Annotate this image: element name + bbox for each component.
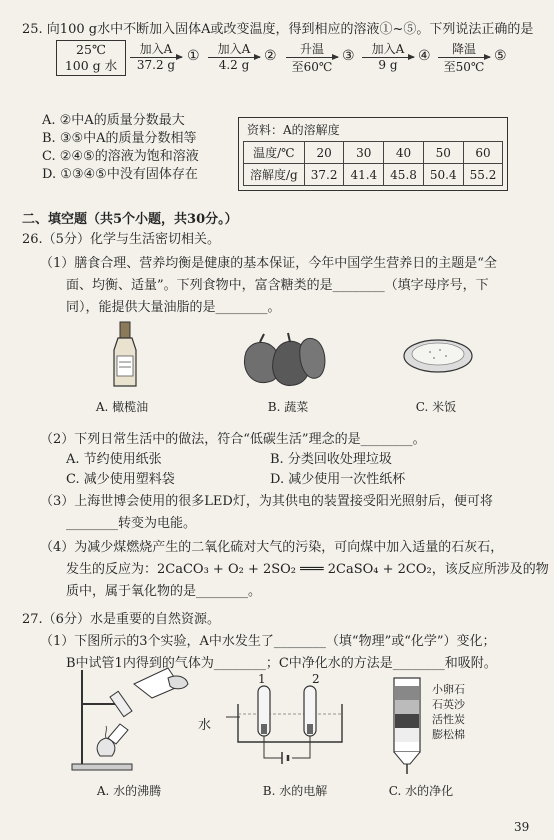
start-temp: 25℃ bbox=[76, 42, 106, 57]
step-arrow-1: 加入A 37.2 g bbox=[130, 40, 182, 72]
electrolysis-apparatus-icon bbox=[226, 684, 356, 780]
solubility-cell: 37.2 bbox=[304, 164, 344, 186]
tube-label-1: 1 bbox=[258, 672, 266, 686]
q25-start-box bbox=[56, 40, 126, 76]
q26-p4-line3: 质中，属于氧化物的是________。 bbox=[66, 584, 262, 599]
start-water: 100 g 水 bbox=[64, 58, 118, 73]
apparatus-caption-a: A. 水的沸腾 bbox=[96, 784, 162, 798]
q26-p1-line1: （1）膳食合理、营养均衡是健康的基本保证，今年中国学生营养日的主题是“全 bbox=[40, 256, 497, 271]
q27-p1-line2: B中试管1内得到的气体为________；C中净化水的方法是________和吸附。 bbox=[66, 656, 497, 671]
q25-option-b: B. ③⑤中A的质量分数相等 bbox=[42, 131, 197, 146]
q26-p2-opt-b: B. 分类回收处理垃圾 bbox=[270, 452, 392, 467]
step-result-5: ⑤ bbox=[494, 48, 507, 64]
rice-bowl-icon bbox=[402, 336, 474, 376]
filter-label-pebble: 小卵石 bbox=[432, 683, 465, 696]
solubility-cell: 55.2 bbox=[463, 164, 503, 186]
q26-p2-opt-a: A. 节约使用纸张 bbox=[66, 452, 162, 467]
q26-p1-line2: 面、均衡、适量”。下列食物中，富含糖类的是________（填字母序号，下 bbox=[66, 278, 489, 293]
section-title: 二、填空题（共5个小题，共30分。） bbox=[22, 212, 238, 227]
olive-oil-bottle-icon bbox=[108, 320, 142, 390]
q26-p2-opt-d: D. 减少使用一次性纸杯 bbox=[270, 472, 406, 487]
q26-p4-line1: （4）为减少煤燃烧产生的二氧化硫对大气的污染，可向煤中加入适量的石灰石， bbox=[40, 540, 504, 555]
temp-cell: 20 bbox=[304, 142, 344, 164]
row2-label: 溶解度/g bbox=[244, 164, 305, 186]
filter-label-carbon: 活性炭 bbox=[432, 713, 465, 726]
step-result-4: ④ bbox=[418, 48, 431, 64]
solubility-cell: 50.4 bbox=[423, 164, 463, 186]
step-arrow-5: 降温 至50℃ bbox=[438, 40, 490, 75]
step-arrow-4: 加入A 9 g bbox=[362, 40, 414, 72]
tube-label-2: 2 bbox=[312, 672, 320, 686]
filter-label-cotton: 膨松棉 bbox=[432, 728, 465, 741]
q25-options bbox=[42, 112, 199, 184]
solubility-cell: 41.4 bbox=[344, 164, 384, 186]
q25-option-a: A. ②中A的质量分数最大 bbox=[42, 113, 185, 128]
food-caption-c: C. 米饭 bbox=[415, 400, 457, 414]
boiling-apparatus-icon bbox=[62, 664, 202, 774]
vegetables-icon bbox=[238, 330, 328, 390]
apparatus-caption-b: B. 水的电解 bbox=[262, 784, 328, 798]
q25-option-d: D. ①③④⑤中没有固体存在 bbox=[42, 167, 198, 182]
q25-option-c: C. ②④⑤的溶液为饱和溶液 bbox=[42, 149, 199, 164]
filter-label-sand: 石英沙 bbox=[432, 698, 465, 711]
solubility-table bbox=[238, 117, 508, 191]
step-arrow-3: 升温 至60℃ bbox=[286, 40, 338, 75]
water-label: 水 bbox=[198, 718, 212, 733]
step-result-1: ① bbox=[187, 48, 200, 64]
q26-p2-opt-c: C. 减少使用塑料袋 bbox=[66, 472, 175, 487]
step-arrow-2: 加入A 4.2 g bbox=[208, 40, 260, 72]
filter-labels bbox=[432, 682, 465, 742]
food-caption-a: A. 橄榄油 bbox=[95, 400, 149, 414]
q26-p3-line1: （3）上海世博会使用的很多LED灯，为其供电的装置接受阳光照射后，便可将 bbox=[40, 494, 493, 509]
row1-label: 温度/℃ bbox=[244, 142, 305, 164]
q27-stem: 27.（6分）水是重要的自然资源。 bbox=[22, 612, 220, 627]
solubility-title: 资料：A的溶解度 bbox=[247, 123, 340, 137]
apparatus-caption-c: C. 水的净化 bbox=[388, 784, 454, 798]
solubility-cell: 45.8 bbox=[384, 164, 424, 186]
temp-cell: 30 bbox=[344, 142, 384, 164]
q26-stem: 26.（5分）化学与生活密切相关。 bbox=[22, 232, 220, 247]
step-result-3: ③ bbox=[342, 48, 355, 64]
q26-p1-line3: 同），能提供大量油脂的是________。 bbox=[66, 300, 281, 315]
step-result-2: ② bbox=[264, 48, 277, 64]
q26-p2: （2）下列日常生活中的做法，符合“低碳生活”理念的是________。 bbox=[40, 432, 426, 447]
temp-cell: 40 bbox=[384, 142, 424, 164]
q26-p4-line2: 发生的反应为：2CaCO₃ + O₂ + 2SO₂ ═══ 2CaSO₄ + 2CO₂，该反应所涉及的物 bbox=[66, 562, 549, 577]
page-number: 39 bbox=[514, 820, 530, 834]
temp-cell: 50 bbox=[423, 142, 463, 164]
q27-p1-line1: （1）下图所示的3个实验，A中水发生了________（填“物理”或“化学”）变化； bbox=[40, 634, 496, 649]
filter-apparatus-icon bbox=[390, 676, 426, 776]
food-caption-b: B. 蔬菜 bbox=[267, 400, 309, 414]
q25-stem: 25. 向100 g水中不断加入固体A或改变温度，得到相应的溶液①~⑤。下列说法正确的是 bbox=[22, 22, 534, 37]
temp-cell: 60 bbox=[463, 142, 503, 164]
q26-p3-line2: ________转变为电能。 bbox=[66, 516, 197, 531]
